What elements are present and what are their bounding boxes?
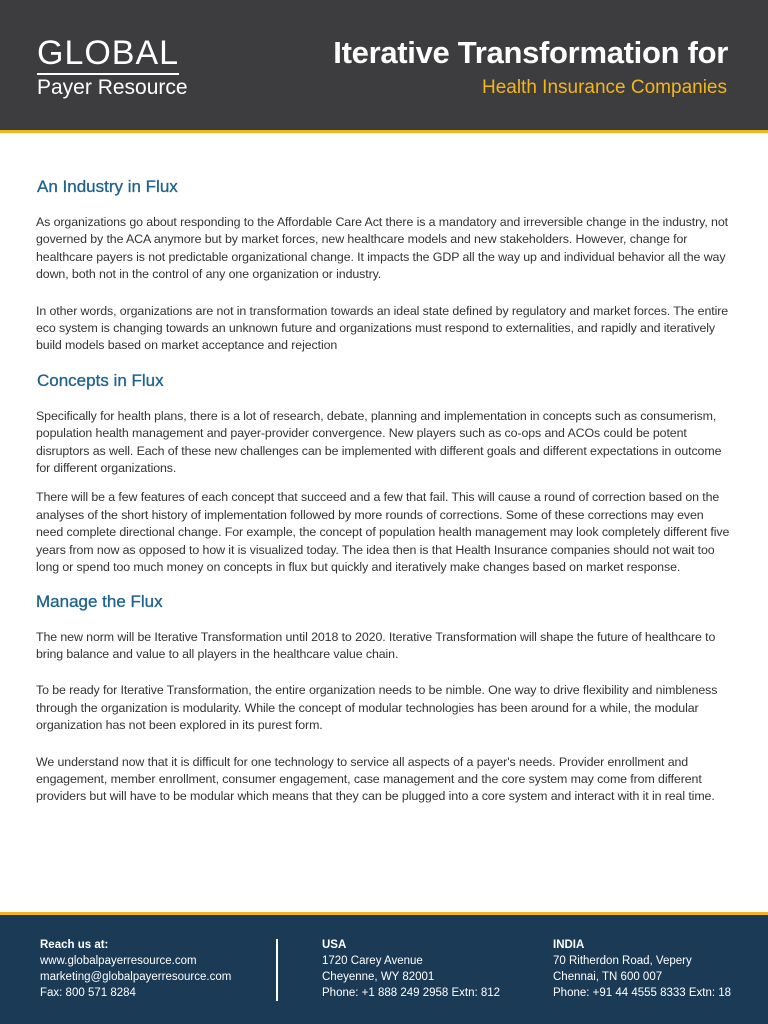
footer-usa-address-line2: Cheyenne, WY 82001: [322, 971, 435, 983]
paragraph: We understand now that it is difficult for one technology to service all aspects of a payer's needs. Provider enrollment and engagement, member enrollment, consumer engagement, case management and the core system may come from different providers but will have to be modular which means that they can be plugged into a core system and interact with it in real time.: [36, 754, 715, 804]
footer-divider: [276, 939, 278, 1001]
footer-india-address-line1: 70 Ritherdon Road, Vepery: [553, 955, 692, 967]
page-title: Iterative Transformation for: [333, 35, 728, 70]
document-body: [36, 176, 730, 806]
paragraph: In other words, organizations are not in transformation towards an ideal state defined by regulatory and market forces. The entire eco system is changing towards an unknown future and organizations must respond to externalities, and rapidly and iteratively build models based on market acceptance and rejection: [36, 303, 729, 353]
footer-contact: [40, 937, 231, 1001]
footer-india-office: [553, 937, 731, 1001]
footer-usa-phone: Phone: +1 888 249 2958 Extn: 812: [322, 987, 501, 999]
page-header: [0, 0, 768, 133]
section-heading-concepts: Concepts in Flux: [37, 370, 164, 390]
company-logo: [37, 36, 188, 100]
footer-india-phone: Phone: +91 44 4555 8333 Extn: 18: [553, 987, 732, 999]
section-heading-industry: An Industry in Flux: [37, 177, 178, 196]
footer-email-link[interactable]: marketing@globalpayerresource.com: [40, 971, 232, 983]
paragraph: There will be a few features of each concept that succeed and a few that fail. This will cause a round of correction based on the analyses of the short history of implementation followed by more rounds of corrections. Some of these corrections may even need complete directional change. For example, the concept of population health management may look completely different five years from now as opposed to how it is visualized today. The idea then is that Health Insurance companies should not wait too long or spend too much money on concepts in flux but quickly and iteratively make changes based on market response.: [36, 490, 730, 575]
page-subtitle: Health Insurance Companies: [481, 77, 727, 98]
footer-usa-address-line1: 1720 Carey Avenue: [322, 955, 423, 967]
page-footer: [0, 912, 768, 1024]
paragraph: As organizations go about responding to the Affordable Care Act there is a mandatory and irreversible change in the industry, not governed by the ACA anymore but by market forces, new healthcare models and new stakeholders. However, change for healthcare payers is not predictable organizational change. It impacts the GDP all the way up and individual behavior all the way down, both not in the control of any one organization or industry.: [36, 215, 728, 282]
footer-india-label: INDIA: [553, 939, 585, 951]
section-heading-manage: Manage the Flux: [36, 591, 163, 611]
logo-wordmark: GLOBAL: [37, 36, 179, 75]
footer-usa-office: [322, 937, 500, 1001]
logo-tagline: Payer Resource: [37, 76, 188, 99]
paragraph: To be ready for Iterative Transformation, the entire organization needs to be nimble. One way to drive flexibility and nimbleness through the organization is modularity. While the concept of modular technologies has been around for a while, the modular organization has not been explored in its purest form.: [36, 683, 718, 733]
paragraph: Specifically for health plans, there is a lot of research, debate, planning and implementation in concepts such as consumerism, population health management and payer-provider convergence. New players such as co-ops and ACOs could be potent disruptors as well. Each of these new challenges can be implemented with different goals and different expectations in outcome for different organizations.: [36, 408, 722, 476]
footer-india-address-line2: Chennai, TN 600 007: [553, 971, 663, 983]
footer-website-link[interactable]: www.globalpayerresource.com: [40, 955, 197, 967]
footer-reach-label: Reach us at:: [40, 939, 109, 951]
footer-fax: Fax: 800 571 8284: [40, 987, 136, 999]
paragraph: The new norm will be Iterative Transformation until 2018 to 2020. Iterative Transformation will shape the future of healthcare to bring balance and value to all players in the healthcare value chain.: [36, 629, 716, 661]
footer-usa-label: USA: [322, 939, 347, 951]
